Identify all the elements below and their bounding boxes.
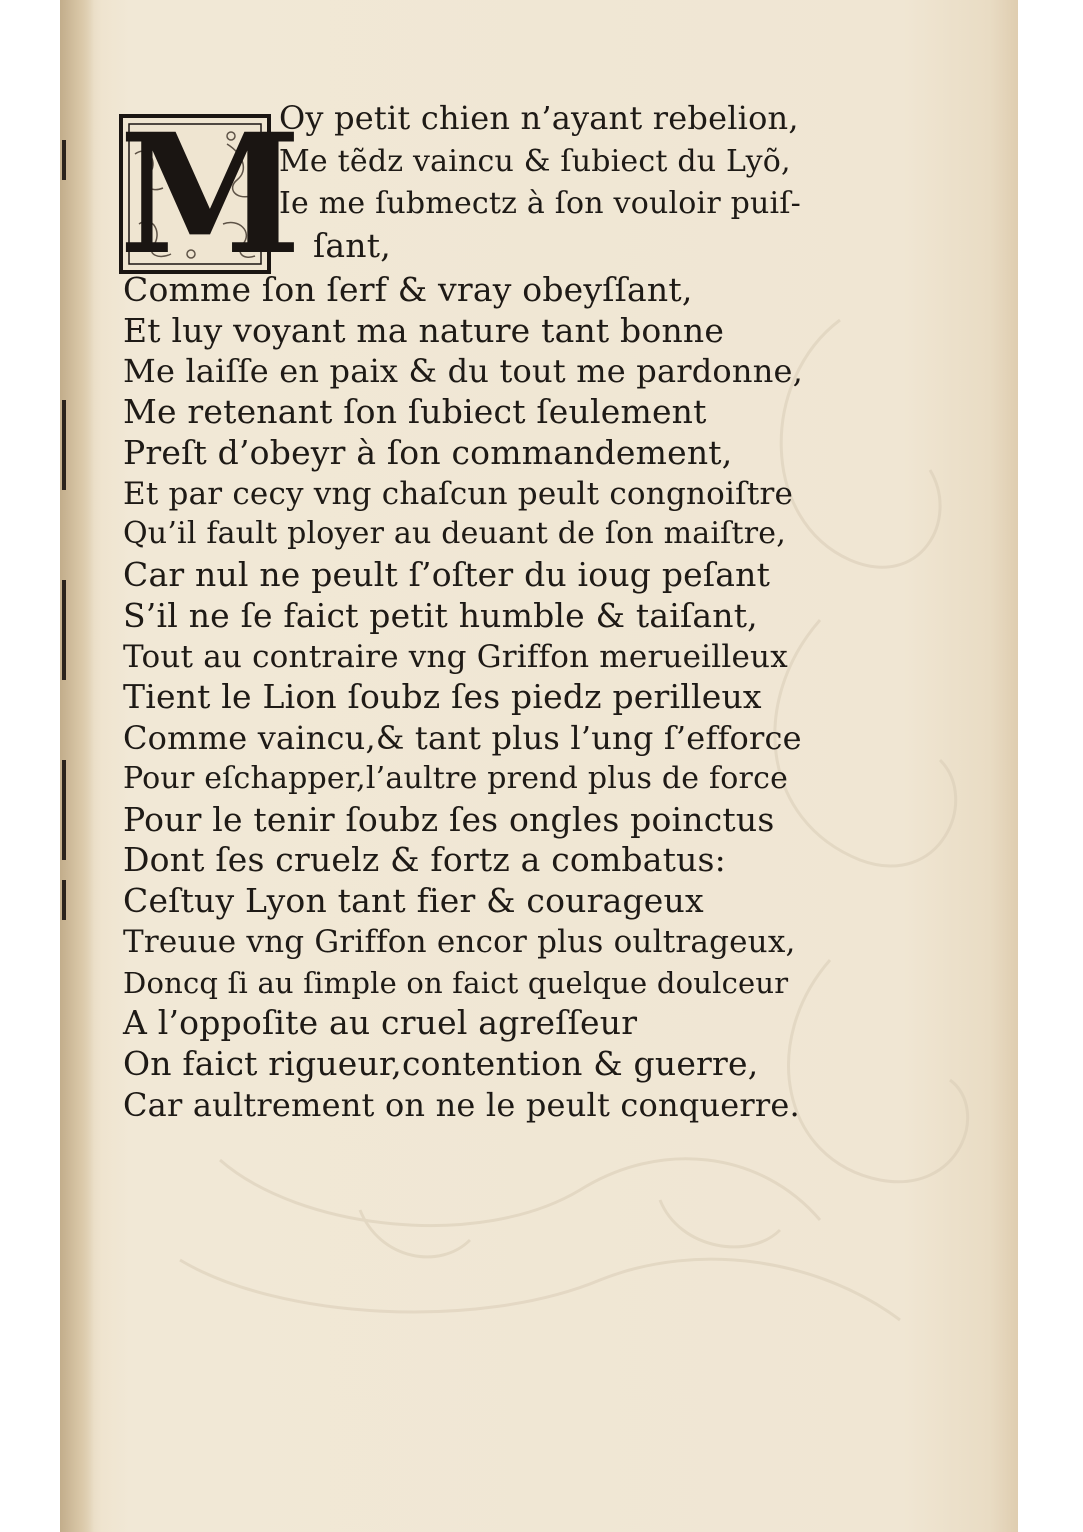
- verse-line: ſant,: [313, 226, 391, 265]
- margin-mark: [62, 400, 66, 490]
- margin-mark: [62, 880, 66, 920]
- verse-line: Et par cecy vng chaſcun peult congnoiſtre: [123, 476, 794, 512]
- verse-line: Doncq ſi au ſimple on faiᴄt quelque doulceur: [123, 966, 789, 1000]
- verse-line: Comme ſon ſerf & vray obeyſſant,: [123, 270, 693, 309]
- verse-line: A l’oppoſite au cruel agreſſeur: [123, 1003, 638, 1042]
- verse-line: Ie me ſubmeᴄtz à ſon vouloir puiſ-: [279, 186, 801, 221]
- verse-line: Tout au contraire vng Griffon merueilleux: [123, 639, 788, 675]
- verse-line: Qu’il fault ployer au deuant de ſon maiſtre,: [123, 516, 786, 551]
- verse-line: Treuue vng Griffon encor plus oultrageux,: [123, 924, 796, 960]
- verse-line: S’il ne ſe faiᴄt petit humble & taiſant,: [123, 596, 758, 635]
- verse-line: Preſt d’obeyr à ſon commandement,: [123, 433, 733, 472]
- verse-line: Pour eſchapper,l’aultre prend plus de force: [123, 761, 789, 796]
- margin-mark: [62, 760, 66, 860]
- margin-mark: [62, 140, 66, 180]
- verse-line: Dont ſes cruelz & fortz a combatus:: [123, 840, 726, 879]
- initial-letter: M: [119, 97, 302, 291]
- verse-line: Et luy voyant ma nature tant bonne: [123, 311, 725, 350]
- verse-line: Car nul ne peult ſ’oſter du ioug peſant: [123, 555, 771, 594]
- decorated-initial: [119, 97, 302, 291]
- verse-line: Comme vaincu,& tant plus l’ung ſ’efforce: [123, 719, 802, 757]
- verse-line: Ceſtuy Lyon tant fier & courageux: [123, 881, 704, 920]
- verse-line: Tient le Lion ſoubz ſes piedz perilleux: [123, 677, 762, 716]
- verse-line: Oy petit chien n’ayant rebelion,: [279, 99, 799, 137]
- verse-line: Me tẽdz vaincu & ſubieᴄt du Lyõ,: [279, 144, 791, 179]
- verse-line: On faiᴄt rigueur,contention & guerre,: [123, 1044, 759, 1083]
- margin-mark: [62, 580, 66, 680]
- verse-line: Me laiſſe en paix & du tout me pardonne,: [123, 352, 804, 390]
- verse-line: Car aultrement on ne le peult conquerre.: [123, 1086, 800, 1124]
- verse-line: Me retenant ſon ſubieᴄt ſeulement: [123, 392, 707, 431]
- verse-line: Pour le tenir ſoubz ſes ongles poinᴄtus: [123, 800, 775, 839]
